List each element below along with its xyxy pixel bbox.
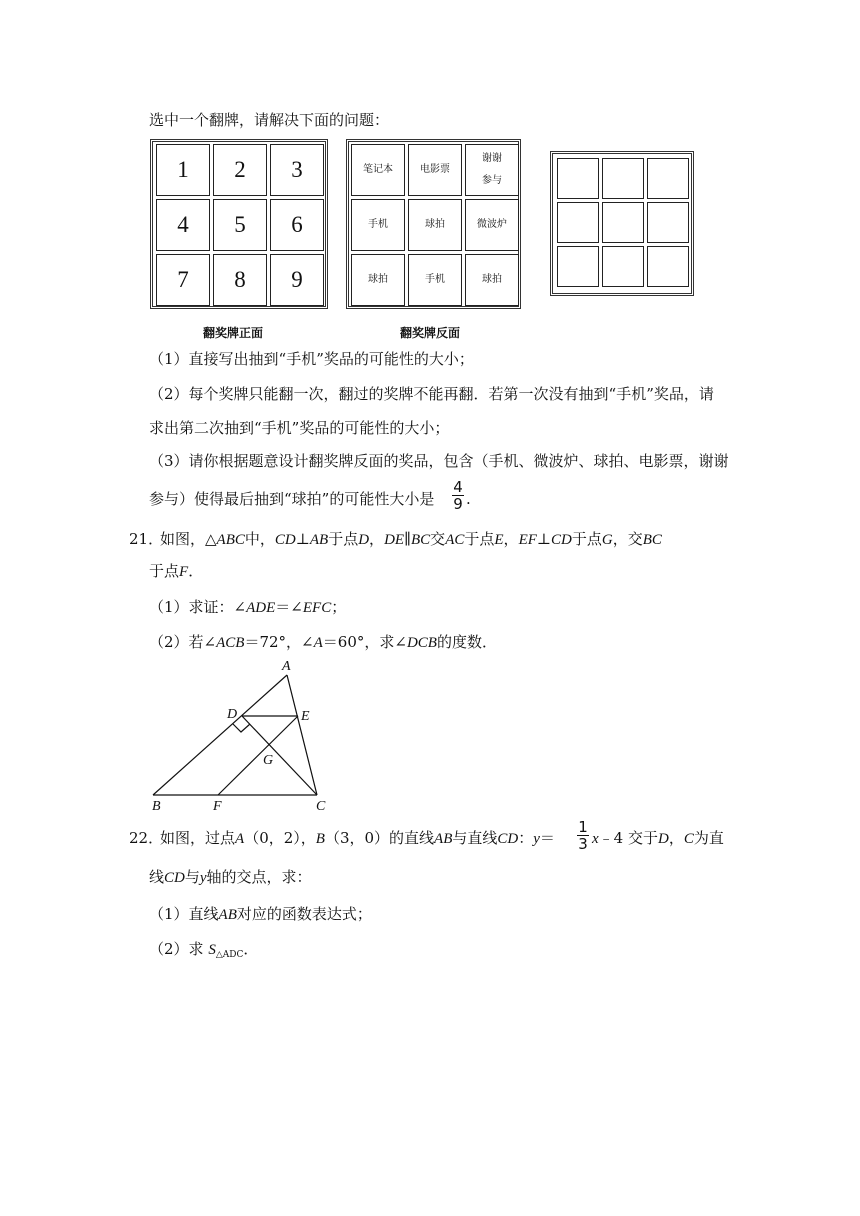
blank-card xyxy=(557,158,599,199)
blank-card xyxy=(602,246,644,287)
math-variable: CD xyxy=(497,831,519,847)
back-card: 球拍 xyxy=(465,254,519,306)
text-run: ﹣4 交于 xyxy=(598,829,658,847)
q22-part1 xyxy=(149,904,372,925)
q20-fraction xyxy=(452,479,464,512)
segment-EF xyxy=(218,716,298,795)
text-run: （1）求证：∠ xyxy=(149,598,247,616)
math-variable: E xyxy=(494,532,504,548)
area-subscript: △ADC xyxy=(215,950,244,960)
q22-part2 xyxy=(149,939,258,962)
label-F: F xyxy=(213,799,222,814)
math-variable: EF xyxy=(518,532,537,548)
math-variable: ADE xyxy=(246,600,276,616)
math-variable: CD xyxy=(551,532,572,548)
front-card: 3 xyxy=(270,144,324,196)
triangle-figure xyxy=(140,655,350,815)
math-variable: y xyxy=(199,870,207,886)
text-run: 线 xyxy=(149,868,165,886)
math-variable: D xyxy=(358,532,370,548)
text-run: ⊥ xyxy=(295,530,310,548)
text-run: 交 xyxy=(430,530,446,548)
text-run: 于点 xyxy=(571,530,602,548)
q21-line1 xyxy=(160,529,662,550)
text-run: 对应的函数表达式； xyxy=(236,905,372,923)
front-card: 6 xyxy=(270,199,324,251)
math-variable: B xyxy=(315,831,325,847)
math-variable: ACB xyxy=(216,635,245,651)
back-card: 手机 xyxy=(408,254,462,306)
text-run: 的度数． xyxy=(436,633,497,651)
text-run: （3，0）的直线 xyxy=(324,829,435,847)
segment-CD xyxy=(242,716,317,795)
math-variable: AB xyxy=(309,532,329,548)
q22-line2 xyxy=(149,867,312,888)
text-run: ＝72°，∠ xyxy=(244,633,314,651)
math-variable: F xyxy=(179,564,189,580)
text-run: ． xyxy=(188,562,204,580)
math-variable: BC xyxy=(411,532,431,548)
q20-part3-line1: （3）请你根据题意设计翻奖牌反面的奖品，包含（手机、微波炉、球拍、电影票，谢谢 xyxy=(149,452,729,470)
fraction-numerator: 1 xyxy=(578,818,588,836)
math-variable: DCB xyxy=(406,635,437,651)
intro-text: 选中一个翻牌，请解决下面的问题： xyxy=(149,111,390,129)
text-run: 与 xyxy=(184,868,200,886)
text-run: （0，2）， xyxy=(244,829,316,847)
back-card: 球拍 xyxy=(351,254,405,306)
q21-line2 xyxy=(149,561,203,582)
front-card: 4 xyxy=(156,199,210,251)
back-card: 球拍 xyxy=(408,199,462,251)
blank-card xyxy=(647,158,689,199)
text-run: ， xyxy=(503,530,519,548)
q21-part1 xyxy=(149,597,346,618)
blank-card xyxy=(647,246,689,287)
math-variable: CD xyxy=(164,870,185,886)
front-card: 1 xyxy=(156,144,210,196)
back-card: 笔记本 xyxy=(351,144,405,196)
right-angle-mark xyxy=(233,724,250,732)
text-run: 为直 xyxy=(693,829,724,847)
back-card: 谢谢 参与 xyxy=(465,144,519,196)
fraction-denominator: 9 xyxy=(453,495,463,513)
math-variable: CD xyxy=(274,532,296,548)
label-D: D xyxy=(227,707,238,722)
label-E: E xyxy=(301,709,310,724)
segment-AC xyxy=(287,675,317,795)
text-run: （2）若∠ xyxy=(149,633,217,651)
text-run: ＝ xyxy=(539,829,555,847)
label-B: B xyxy=(152,799,161,814)
text-run: 于点 xyxy=(328,530,359,548)
text-run: 于点 xyxy=(464,530,495,548)
front-card: 9 xyxy=(270,254,324,306)
q22-part2-end: ． xyxy=(243,940,259,958)
fraction-numerator: 4 xyxy=(453,478,463,496)
blank-card xyxy=(557,202,599,243)
text-run: 轴的交点，求： xyxy=(206,868,312,886)
text-run: 如图，过点 xyxy=(160,829,236,847)
text-run: ， xyxy=(668,829,684,847)
q20-period: . xyxy=(466,490,471,508)
q21-number: 21． xyxy=(129,530,164,548)
text-run: ，交 xyxy=(612,530,643,548)
math-variable: EFC xyxy=(302,600,332,616)
q21-part2 xyxy=(149,632,497,653)
segment-AB xyxy=(153,675,287,795)
back-card: 手机 xyxy=(351,199,405,251)
front-card: 8 xyxy=(213,254,267,306)
q20-part2-line2: 求出第二次抽到“手机”奖品的可能性的大小； xyxy=(149,419,450,437)
text-run: ∥ xyxy=(404,530,411,548)
text-run: ⊥ xyxy=(536,530,551,548)
caption-back: 翻奖牌反面 xyxy=(400,326,461,340)
math-variable: x xyxy=(592,831,599,847)
text-run: ＝60°，求∠ xyxy=(322,633,407,651)
blank-card xyxy=(602,202,644,243)
math-variable: A xyxy=(235,831,245,847)
card-back-grid xyxy=(346,139,521,309)
front-card: 7 xyxy=(156,254,210,306)
front-card: 2 xyxy=(213,144,267,196)
q22-part2-prefix: （2）求 xyxy=(149,940,209,958)
math-variable: D xyxy=(657,831,669,847)
back-card: 电影票 xyxy=(408,144,462,196)
q20-part2-line1: （2）每个奖牌只能翻一次，翻过的奖牌不能再翻．若第一次没有抽到“手机”奖品，请 xyxy=(149,385,714,403)
text-run: 如图，△ xyxy=(160,530,217,548)
text-run: 于点 xyxy=(149,562,180,580)
math-variable: C xyxy=(683,831,694,847)
label-A: A xyxy=(282,659,291,674)
text-run: 中， xyxy=(244,530,275,548)
q20-part1: （1）直接写出抽到“手机”奖品的可能性的大小； xyxy=(149,350,474,368)
text-run: ＝∠ xyxy=(275,598,303,616)
math-variable: A xyxy=(313,635,323,651)
back-card: 微波炉 xyxy=(465,199,519,251)
math-variable: AB xyxy=(218,907,237,923)
text-run: ， xyxy=(369,530,385,548)
fraction-denominator: 3 xyxy=(578,835,588,853)
text-run: 与直线 xyxy=(452,829,498,847)
blank-card xyxy=(647,202,689,243)
q20-part3-line2: 参与）使得最后抽到“球拍”的可能性大小是 xyxy=(149,490,435,508)
blank-card xyxy=(557,246,599,287)
area-symbol: S xyxy=(208,942,216,958)
card-blank-grid xyxy=(550,151,694,296)
math-variable: AC xyxy=(445,532,465,548)
label-C: C xyxy=(316,799,326,814)
math-variable: y xyxy=(533,831,540,847)
q22-line1b xyxy=(592,828,724,849)
text-run: （1）直线 xyxy=(149,905,219,923)
math-variable: G xyxy=(601,532,613,548)
front-card: 5 xyxy=(213,199,267,251)
q22-fraction xyxy=(577,819,589,852)
text-run: ： xyxy=(518,829,534,847)
math-variable: BC xyxy=(642,532,662,548)
q22-line1a xyxy=(160,828,555,849)
label-G: G xyxy=(263,753,274,768)
q22-number: 22． xyxy=(129,829,164,847)
math-variable: AB xyxy=(434,831,453,847)
caption-front: 翻奖牌正面 xyxy=(203,326,264,340)
math-variable: DE xyxy=(384,532,405,548)
blank-card xyxy=(602,158,644,199)
text-run: ； xyxy=(331,598,347,616)
card-front-grid xyxy=(150,139,328,309)
math-variable: ABC xyxy=(216,532,245,548)
